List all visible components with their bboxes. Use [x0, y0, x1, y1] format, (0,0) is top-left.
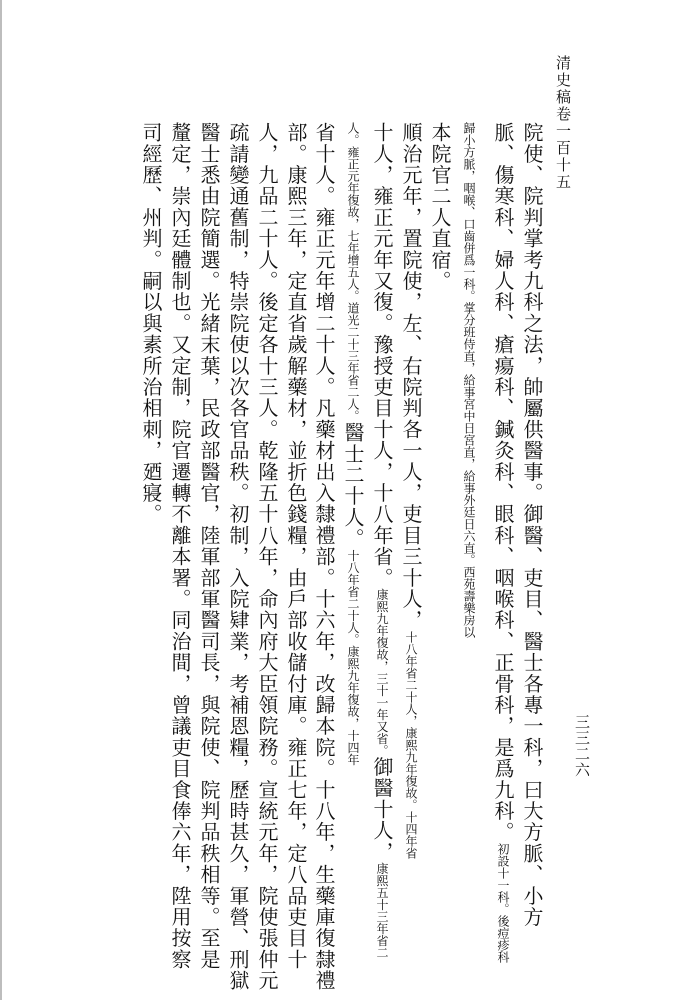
text-column-14: 司經歷、州判。嗣以與素所治相刺，廼寢。: [139, 122, 163, 525]
text-column-2-main: 脈、傷寒科、婦人科、瘡瘍科、鍼灸科、眼科、咽喉科、正骨科，是爲九科。: [491, 122, 515, 843]
text-column-11: 疏請變通舊制，特崇院使以次各官品秩。初制，入院肄業，考補恩糧，歷時甚久，軍營、刑獄: [226, 122, 250, 992]
text-column-10: 人，九品二十人。後定各十三人。乾隆五十八年，命內府大臣領院務。宣統元年，院使張仲元: [255, 122, 279, 992]
annotation-4: 康熙五十三年省二: [375, 862, 389, 959]
text-column-7: [340, 122, 366, 982]
text-column-6-tail: 御醫十人，: [370, 756, 394, 863]
text-column-7-main: 人。雍正元年復故，七年增五人。道光二十三年省二人。: [346, 122, 360, 422]
annotation-1: 初設十一科。後痘疹科: [496, 842, 510, 963]
annotation-6: 康熙九年復故，十四年: [346, 645, 360, 766]
text-column-3: 歸小方脈，咽喉、口齒併爲一科。掌分班侍直，給事宮中日宮直，給事外廷日六直。西苑壽樂房以: [462, 122, 476, 638]
annotation-5: 十八年省二十人。: [346, 549, 360, 646]
text-column-5-main: 順治元年，置院使，左、右院判各一人，吏目三十人，: [399, 122, 423, 631]
text-column-6-main: 十人，雍正元年又復。豫授吏目十人，十八年省。: [370, 122, 394, 589]
annotation-3: 康熙九年復故，三十一年又省。: [375, 588, 389, 757]
annotation-2: 十八年省二十人，康熙九年復故。十四年省: [404, 630, 418, 859]
text-column-13: 釐定，崇內廷體制也。又定制，院官遷轉不離本署。同治間，曾議吏目食俸六年，陞用按察: [168, 122, 192, 970]
text-column-6: [369, 122, 395, 982]
text-column-8: 省十人。雍正元年增二十人。凡藥材出入隸禮部。十六年，改歸本院。十八年，生藥庫復隸禮: [312, 122, 336, 992]
page-edge: [0, 0, 2, 1000]
running-title: 清史稿卷一百十五: [554, 55, 572, 191]
text-column-2: [490, 122, 516, 982]
text-column-4: 本院官二人直宿。: [428, 122, 452, 292]
text-column-5: [398, 122, 424, 982]
text-column-9: 部。康熙三年，定直省歲解藥材，並折色錢糧，由戶部收儲付庫。雍正七年，定八品吏目十: [284, 122, 308, 970]
text-column-7-tail: 醫士二十人。: [341, 422, 365, 550]
text-column-1: 院使、院判掌考九科之法，帥屬供醫事。御醫、吏目、醫士各專一科，曰大方脈、小方: [520, 122, 544, 928]
text-column-12: 醫士悉由院簡選。光緒末葉，民政部醫官，陸軍部軍醫司長，與院使、院判品秩相等。至是: [197, 122, 221, 970]
page-number: 三三二六: [573, 714, 591, 778]
